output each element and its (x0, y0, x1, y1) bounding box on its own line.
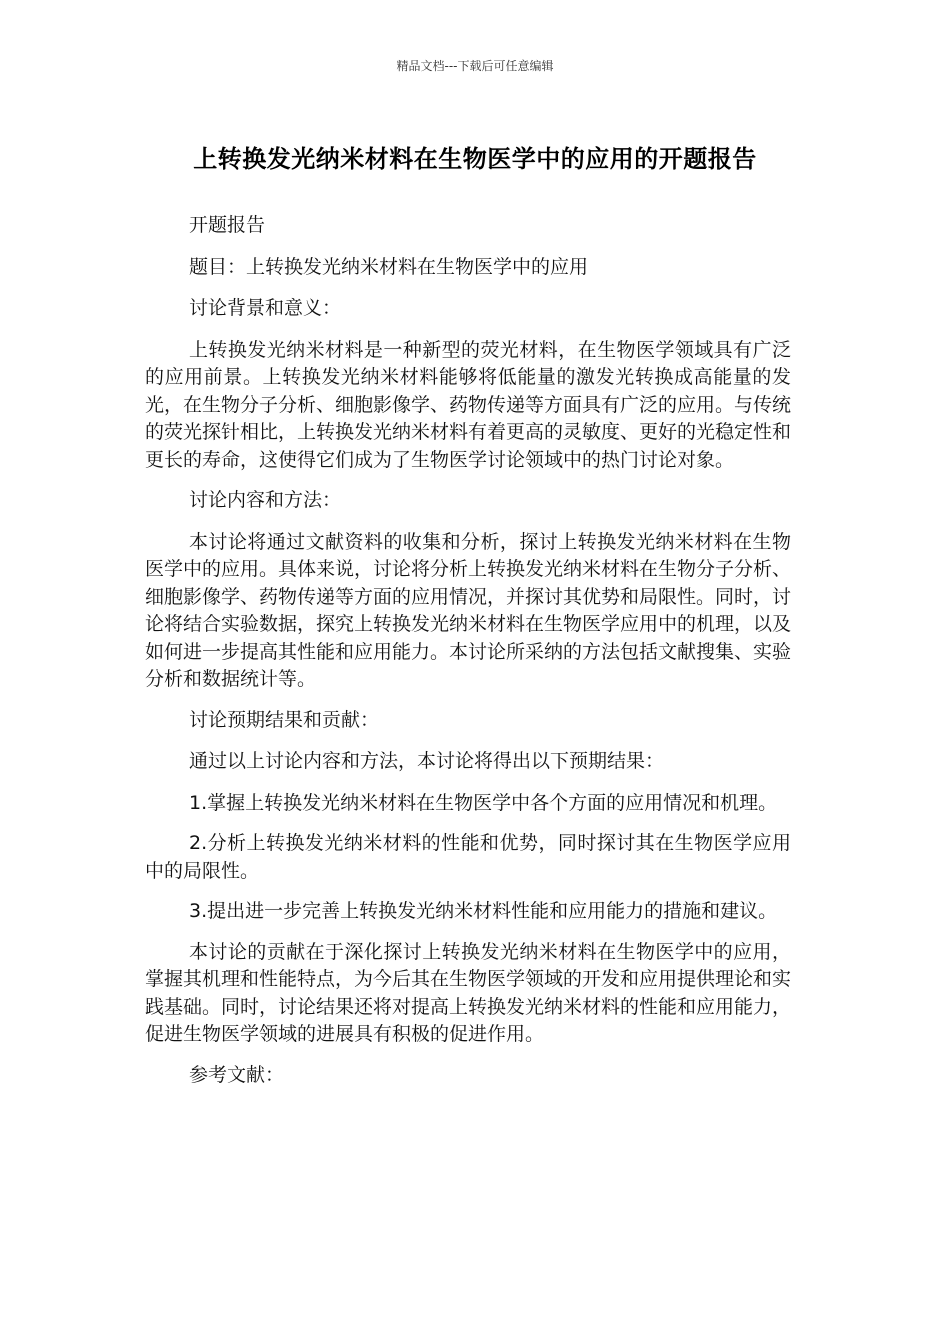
heading-content-method: 讨论内容和方法： (189, 489, 342, 511)
paragraph-content-method: 本讨论将通过文献资料的收集和分析，探讨上转换发光纳米材料在生物医学中的应用。具体来说，讨论将分析上转换发光纳米材料在生物分子分析、细胞影像学、药物传递等方面的应用情况，并探讨其优势和局限性。同时，讨论将结合实验数据，探究上转换发光纳米材料在生物医学应用中的机理，以及如何进一步提高其性能和应用能力。本讨论所采纳的方法包括文献搜集、实验分析和数据统计等。 (145, 530, 792, 690)
paragraph-topic: 题目：上转换发光纳米材料在生物医学中的应用 (189, 255, 589, 278)
document-body (145, 212, 791, 1103)
paragraph-report-label: 开题报告 (189, 214, 266, 236)
paragraph-contribution: 本讨论的贡献在于深化探讨上转换发光纳米材料在生物医学中的应用，掌握其机理和性能特点，为今后其在生物医学领域的开发和应用提供理论和实践基础。同时，讨论结果还将对提高上转换发光纳米材料的性能和应用能力，促进生物医学领域的进展具有积极的促进作用。 (145, 940, 792, 1045)
heading-expected-results: 讨论预期结果和贡献： (189, 708, 380, 731)
paragraph-expected-intro: 通过以上讨论内容和方法，本讨论将得出以下预期结果： (189, 750, 665, 772)
page-header-note: 精品文档---下载后可任意编辑 (396, 59, 554, 73)
heading-references: 参考文献： (189, 1063, 285, 1086)
document-title: 上转换发光纳米材料在生物医学中的应用的开题报告 (193, 145, 757, 173)
list-item-result-3: 3.提出进一步完善上转换发光纳米材料性能和应用能力的措施和建议。 (189, 900, 778, 922)
paragraph-background: 上转换发光纳米材料是一种新型的荧光材料，在生物医学领域具有广泛的应用前景。上转换发光纳米材料能够将低能量的激发光转换成高能量的发光，在生物分子分析、细胞影像学、药物传递等方面具有广泛的应用。与传统的荧光探针相比，上转换发光纳米材料有着更高的灵敏度、更好的光稳定性和更长的寿命，这使得它们成为了生物医学讨论领域中的热门讨论对象。 (145, 338, 792, 471)
heading-background: 讨论背景和意义： (189, 297, 342, 319)
list-item-result-1: 1.掌握上转换发光纳米材料在生物医学中各个方面的应用情况和机理。 (189, 791, 778, 814)
list-item-result-2: 2.分析上转换发光纳米材料的性能和优势，同时探讨其在生物医学应用中的局限性。 (145, 832, 791, 882)
